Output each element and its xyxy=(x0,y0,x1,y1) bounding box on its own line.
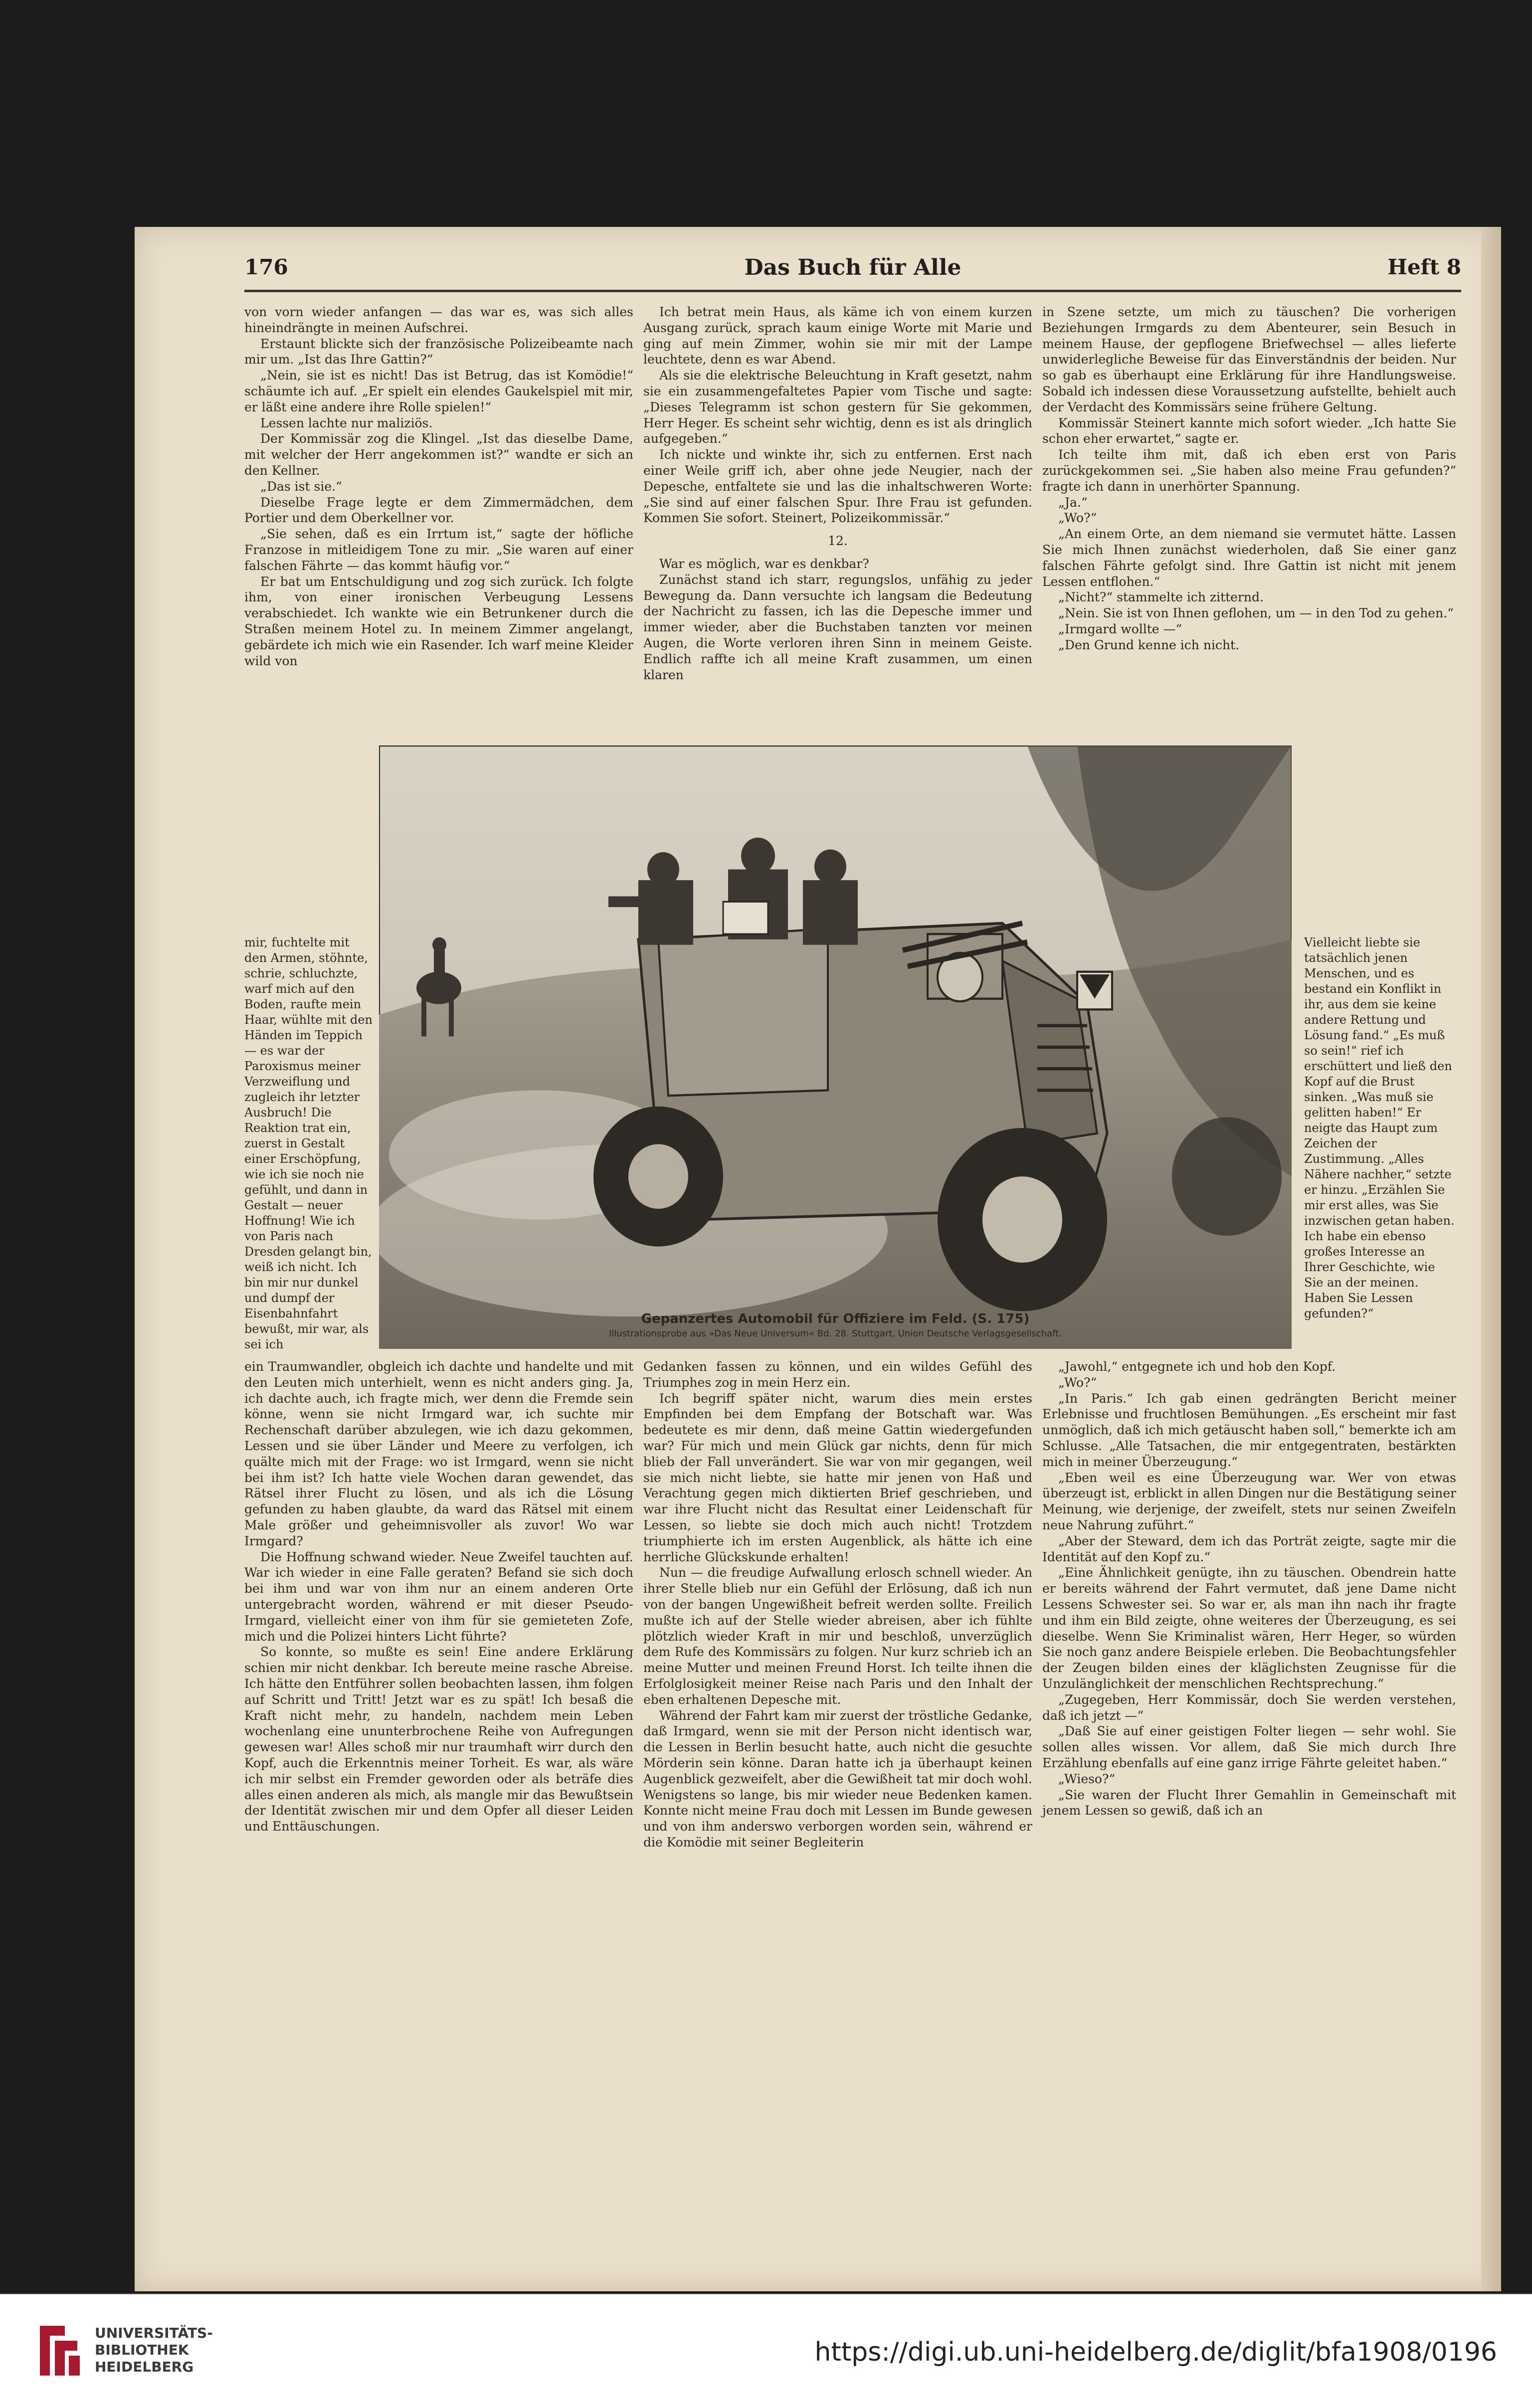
paragraph: „Den Grund kenne ich nicht. xyxy=(1058,637,1240,652)
column-3-narrow xyxy=(1304,935,1456,1321)
column-2-bottom xyxy=(643,1359,1032,1851)
paragraph: Dieselbe Frage legte er dem Zimmermädchen, dem Portier und dem Oberkellner vor. xyxy=(244,495,633,526)
paragraph: „Jawohl,“ entgegnete ich und hob den Kopf. xyxy=(1058,1359,1336,1374)
paragraph: Als sie die elektrische Beleuchtung in Kraft gesetzt, nahm sie ein zusammengefaltetes Papier vom Tische und sagte: „Dieses Telegramm ist schon gestern für Sie gekommen, Herr Heger. Es scheint sehr wichtig, denn es ist als dringlich aufgegeben.“ xyxy=(643,368,1032,446)
paragraph: „Eben weil es eine Überzeugung war. Wer von etwas überzeugt ist, erblickt in allen Dingen nur die Bestätigung seiner Meinung, wie derjenige, der zweifelt, stets nur seinen Zweifeln neue Nahrung zuführt.“ xyxy=(1042,1470,1456,1532)
paragraph: „Nein, sie ist es nicht! Das ist Betrug, das ist Komödie!“ schäumte ich auf. „Er spielt ein elendes Gaukelspiel mit mir, er läßt eine andere ihre Rolle spielen!“ xyxy=(244,368,633,414)
viewer-footer xyxy=(0,2294,1532,2408)
document-url-link[interactable]: https://digi.ub.uni-heidelberg.de/diglit/bfa1908/0196 xyxy=(814,2337,1497,2367)
paragraph: „Daß Sie auf einer geistigen Folter liegen — sehr wohl. Sie sollen alles wissen. Vor allem, daß Sie mich durch Ihre Erzählung ebenfalls auf eine ganz irrige Fährte geleitet haben.“ xyxy=(1042,1724,1456,1770)
running-title: Das Buch für Alle xyxy=(744,255,961,280)
paragraph: in Szene setzte, um mich zu täuschen? Die vorherigen Beziehungen Irmgards zu dem Abenteurer, sein Besuch in meinem Hause, der gepflogene Briefwechsel — alles lieferte unwiderlegliche Beweise für das Einverständnis der beiden. Nur so gab es überhaupt eine Erklärung für ihre Handlungsweise. Sobald ich indessen diese Voraussetzung aufstellte, behielt auch der Verdacht des Kommissärs seine frühere Geltung. xyxy=(1042,305,1456,414)
paragraph: mir, fuchtelte mit den Armen, stöhnte, schrie, schluchzte, warf mich auf den Boden, raufte mein Haar, wühlte mit den Händen im Teppich — es war der Paroxismus meiner Verzweiflung und zugleich ihr letzter Ausbruch! Die Reaktion trat ein, zuerst in Gestalt einer Erschöpfung, wie ich sie noch nie gefühlt, und dann in Gestalt — neuer Hoffnung! Wie ich von Paris nach Dresden gelangt bin, weiß ich nicht. Ich bin mir nur dunkel und dumpf der Eisenbahnfahrt bewußt, mir war, als sei ich xyxy=(244,935,373,1351)
paragraph: „Zugegeben, Herr Kommissär, doch Sie werden verstehen, daß ich jetzt —“ xyxy=(1042,1692,1456,1723)
paragraph: Zunächst stand ich starr, regungslos, unfähig zu jeder Bewegung da. Dann versuchte ich langsam die Bedeutung der Nachricht zu fassen, ich las die Depesche immer und immer wieder, aber die Buchstaben tanzten vor meinen Augen, die Worte verloren ihren Sinn in meinem Geiste. Endlich raffte ich all meine Kraft zusammen, um einen klaren xyxy=(643,572,1032,682)
page-edge xyxy=(1481,227,1501,2291)
paragraph: „Nicht?“ stammelte ich zitternd. xyxy=(1058,590,1264,605)
paragraph: „Wo?“ xyxy=(1058,511,1097,526)
library-name: UNIVERSITÄTS- BIBLIOTHEK HEIDELBERG xyxy=(95,2325,213,2375)
paragraph: Ich teilte ihm mit, daß ich eben erst von Paris zurückgekommen sei. „Sie haben also meine Frau gefunden?“ fragte ich dann in unerhörter Spannung. xyxy=(1042,447,1456,494)
figure-caption xyxy=(379,1311,1292,1339)
paragraph: „Irmgard wollte —“ xyxy=(1058,621,1182,636)
paragraph: Kommissär Steinert kannte mich sofort wieder. „Ich hatte Sie schon eher erwartet,“ sagte er. xyxy=(1042,415,1456,446)
paragraph: Ich begriff später nicht, warum dies mein erstes Empfinden bei dem Empfang der Botschaft war. Was bedeutete es mir denn, daß meine Gattin wiedergefunden war? Für mich und mein Glück gar nichts, denn für mich blieb der Fall unverändert. Sie war von mir gegangen, weil sie mich nicht liebte, sie hatte mir jenen von Haß und Verachtung gegen mich diktierten Brief geschrieben, und war ihre Flucht nicht das Resultat einer Leidenschaft für Lessen, so liebte sie doch mich auch nicht! Trotzdem triumphierte ich im ersten Augenblick, als hätte ich eine herrliche Glückskunde erhalten! xyxy=(643,1391,1032,1564)
paragraph: ein Traumwandler, obgleich ich dachte und handelte und mit den Leuten mich unterhielt, wenn es nicht anders ging. Ja, ich dachte auch, ich fragte mich, wer denn die Fremde sein könne, wenn sie nicht Irmgard war, ich suchte mir Rechenschaft darüber abzulegen, wie ich dazu gekommen, Lessen und sie über Länder und Meere zu verfolgen, ich quälte mich mit der Frage: wo ist Irmgard, wenn sie nicht bei ihm ist? Ich hatte viele Wochen daran gewendet, das Rätsel ihrer Flucht zu lösen, und als ich die Lösung gefunden zu haben glaubte, da ward das Rätsel mit einem Male größer und geheimnisvoller als zuvor! Wo war Irmgard? xyxy=(244,1359,633,1548)
section-number: 12. xyxy=(828,534,848,549)
paragraph: Während der Fahrt kam mir zuerst der tröstliche Gedanke, daß Irmgard, wenn sie mit der Person nicht identisch war, die Lessen in Berlin besucht hatte, auch nicht die gesuchte Mörderin sein könne. Daran hatte ich ja überhaupt keinen Augenblick gezweifelt, aber die Gewißheit tat mir doch wohl. Wenigstens so lange, bis mir wieder neue Bedenken kamen. Konnte nicht meine Frau doch mit Lessen im Bunde gewesen und von ihm anderswo verborgen worden sein, während er die Komödie mit seiner Begleiterin xyxy=(643,1708,1032,1850)
book-page xyxy=(135,227,1501,2291)
paragraph: „Eine Ähnlichkeit genügte, ihn zu täuschen. Obendrein hatte er bereits während der Fahrt vermutet, daß jene Dame nicht Lessens Schwester sei. So war er, als man ihn nach ihr fragte und ihm ein Bild zeigte, ohne weiteres der Überzeugung, es sei dieselbe. Wenn Sie Kriminalist wären, Herr Heger, so würden Sie noch ganz andere Beispiele erleben. Die Beobachtungsfehler der Zeugen bilden eines der kläglichsten Zeugnisse für die Unzulänglichkeit der menschlichen Rechtsprechung.“ xyxy=(1042,1565,1456,1691)
issue-label: Heft 8 xyxy=(1387,255,1461,279)
paragraph: Erstaunt blickte sich der französische Polizeibeamte nach mir um. „Ist das Ihre Gattin?“ xyxy=(244,336,633,367)
column-1-bottom xyxy=(244,1359,633,1835)
paragraph: „Aber der Steward, dem ich das Porträt zeigte, sagte mir die Identität auf den Kopf zu.“ xyxy=(1042,1533,1456,1564)
paragraph: „In Paris.“ Ich gab einen gedrängten Bericht meiner Erlebnisse und fruchtlosen Bemühungen. „Es erscheint mir fast unmöglich, daß ich mich getäuscht haben soll,“ bemerkte ich am Schlusse. „Alle Tatsachen, die mir entgegentraten, bestärkten mich in meiner Überzeugung.“ xyxy=(1042,1391,1456,1469)
paragraph: Die Hoffnung schwand wieder. Neue Zweifel tauchten auf. War ich wieder in eine Falle geraten? Befand sie sich doch bei ihm und war von ihm nur an einem anderen Orte untergebracht worden, während er mit dieser Pseudo-Irmgard, vielleicht einer von ihm für sie gemieteten Zofe, mich und die Polizei hinters Licht führte? xyxy=(244,1549,633,1644)
paragraph: „Ja.“ xyxy=(1058,495,1088,510)
paragraph: Nun — die freudige Aufwallung erlosch schnell wieder. An ihrer Stelle blieb nur ein Gefühl der Erlösung, daß ich nun von der bangen Ungewißheit befreit werden sollte. Freilich mußte ich auf der Stelle wieder abreisen, aber ich fühlte plötzlich wieder Kraft in mir und beschloß, unverzüglich dem Rufe des Kommissärs zu folgen. Nur kurz schrieb ich an meine Mutter und meinen Freund Horst. Ich teilte ihnen die Erfolglosigkeit meiner Reise nach Paris und den Inhalt der eben erhaltenen Depesche mit. xyxy=(643,1565,1032,1707)
caption-title: Gepanzertes Automobil für Offiziere im Feld. (S. 175) xyxy=(641,1311,1030,1326)
paragraph: „Wieso?“ xyxy=(1058,1771,1116,1786)
paragraph: Der Kommissär zog die Klingel. „Ist das dieselbe Dame, mit welcher der Herr angekommen ist?“ wandte er sich an den Kellner. xyxy=(244,431,633,478)
paragraph: „Sie waren der Flucht Ihrer Gemahlin in Gemeinschaft mit jenem Lessen so gewiß, daß ich an xyxy=(1042,1787,1456,1818)
paragraph: War es möglich, war es denkbar? xyxy=(659,556,869,571)
column-3-top xyxy=(1042,304,1456,653)
paragraph: Lessen lachte nur maliziös. xyxy=(260,415,433,430)
paragraph: Ich nickte und winkte ihr, sich zu entfernen. Erst nach einer Weile griff ich, aber ohne jede Neugier, nach der Depesche, entfaltete sie und las die inhaltschweren Worte: „Sie sind auf einer falschen Spur. Ihre Frau ist gefunden. Kommen Sie sofort. Steinert, Polizeikommissär.“ xyxy=(643,447,1032,526)
paragraph: „Sie sehen, daß es ein Irrtum ist,“ sagte der höfliche Franzose in mitleidigem Tone zu mir. „Sie waren auf einer falschen Fährte — das kommt häufig vor.“ xyxy=(244,527,633,573)
page-number: 176 xyxy=(244,255,288,279)
paragraph: Er bat um Entschuldigung und zog sich zurück. Ich folgte ihm, von einer ironischen Verbeugung Lessens verabschiedet. Ich wankte wie ein Betrunkener durch die Straßen meinem Hotel zu. In meinem Zimmer angelangt, gebärdete ich mich wie ein Rasender. Ich warf meine Kleider wild von xyxy=(244,574,633,668)
paragraph: von vorn wieder anfangen — das war es, was sich alles hineindrängte in meinen Aufschrei. xyxy=(244,305,633,335)
paragraph: So konnte, so mußte es sein! Eine andere Erklärung schien mir nicht denkbar. Ich bereute meine rasche Abreise. Ich hätte den Entführer sollen beobachten lassen, ihm folgen auf Schritt und Tritt! Jetzt war es zu spät! Ich besaß die Kraft nicht mehr, zu handeln, nachdem mein Leben wochenlang eine ununterbrochene Reihe von Aufregungen gewesen war! Alles schoß mir nur traumhaft wirr durch den Kopf, auch die Erkenntnis meiner Torheit. Es war, als wäre ich mir selbst ein Fremder geworden oder als beträfe dies alles einen anderen als mich, als mangle mir das Bewußtsein der Identität zwischen mir und dem Opfer all dieser Leiden und Enttäuschungen. xyxy=(244,1645,633,1834)
paragraph: Gedanken fassen zu können, und ein wildes Gefühl des Triumphes zog in mein Herz ein. xyxy=(643,1359,1032,1390)
paragraph: „Nein. Sie ist von Ihnen geflohen, um — in den Tod zu gehen.“ xyxy=(1058,606,1454,621)
paragraph: Ich betrat mein Haus, als käme ich von einem kurzen Ausgang zurück, sprach kaum einige Worte mit Marie und ging auf mein Zimmer, wohin sie mir mit der Lampe leuchtete, denn es war Abend. xyxy=(643,305,1032,367)
paragraph: „Wo?“ xyxy=(1058,1375,1097,1390)
column-1-narrow xyxy=(244,935,374,1352)
page-header xyxy=(244,255,1461,292)
column-3-bottom xyxy=(1042,1359,1456,1819)
column-2-top xyxy=(643,304,1032,683)
paragraph: „An einem Orte, an dem niemand sie vermutet hätte. Lassen Sie mich Ihnen zunächst wiederholen, daß Sie einer ganz falschen Fährte gefolgt sind. Ihre Gattin ist nicht mit jenem Lessen entflohen.“ xyxy=(1042,527,1456,589)
column-1-top xyxy=(244,304,633,669)
illustration-image xyxy=(379,745,1292,1349)
paragraph: „Das ist sie.“ xyxy=(260,479,342,494)
university-library-logo-icon[interactable] xyxy=(30,2321,85,2381)
paragraph: Vielleicht liebte sie tatsächlich jenen Menschen, und es bestand ein Konflikt in ihr, aus dem sie keine andere Rettung und Lösung fand.“ „Es muß so sein!“ rief ich erschüttert und ließ den Kopf auf die Brust sinken. „Was muß sie gelitten haben!“ Er neigte das Haupt zum Zeichen der Zustimmung. „Alles Nähere nachher,“ setzte er hinzu. „Erzählen Sie mir erst alles, was Sie inzwischen getan haben. Ich habe ein ebenso großes Interesse an Ihrer Geschichte, wie Sie an der meinen. Haben Sie Lessen gefunden?“ xyxy=(1304,935,1455,1320)
armored-car-illustration xyxy=(379,745,1292,1349)
caption-credit: Illustrationsprobe aus »Das Neue Universum« Bd. 28. Stuttgart, Union Deutsche Verlagsgesellschaft. xyxy=(608,1328,1062,1339)
